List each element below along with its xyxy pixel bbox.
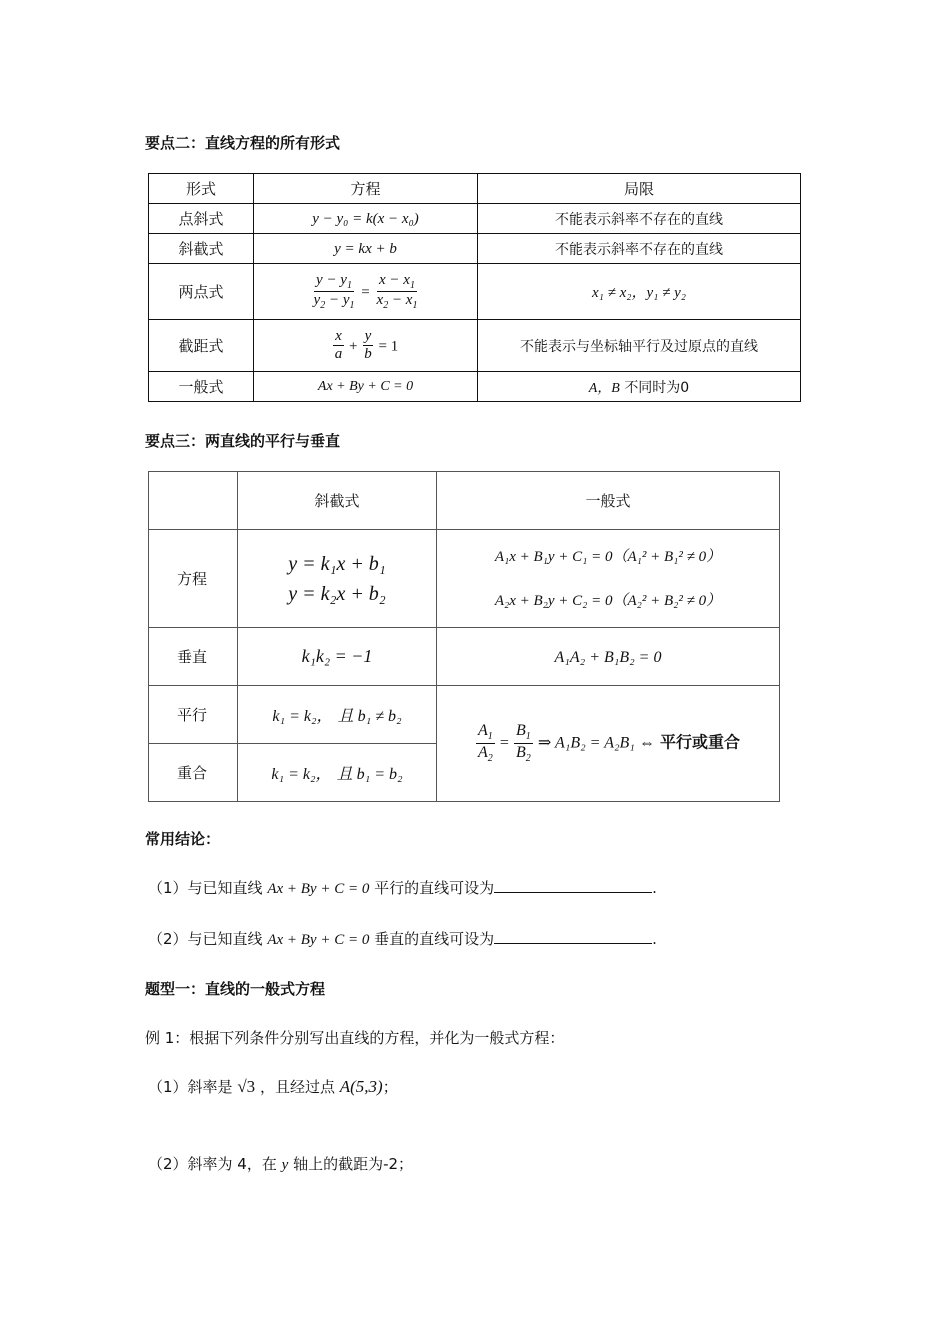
header-form: 形式 [149, 174, 254, 204]
row-form-label: 一般式 [149, 372, 254, 402]
eq-slope-intercept: y = kx + b [334, 241, 397, 257]
row-form-label: 两点式 [149, 264, 254, 320]
row-limit: 不能表示与坐标轴平行及过原点的直线 [478, 320, 801, 372]
header-slope-intercept: 斜截式 [238, 472, 437, 530]
parallel-slope: k₁ = k₂， 且 b₁ ≠ b₂ [238, 686, 437, 744]
section3-heading: 要点三：两直线的平行与垂直 [145, 432, 341, 450]
eq-general: Ax + By + C = 0 [317, 379, 414, 394]
answer-blank-2[interactable] [494, 929, 652, 944]
eq-two-point: $\frac{y - y_1}{y_2 - y_1}$ = $\frac{x - x_1}{x_2 - x_1}$ [254, 264, 478, 320]
eq-line2-general: A₂x + B₂y + C₂ = 0（A₂² + B₂² ≠ 0） [494, 592, 722, 609]
row-label: 平行 [149, 686, 238, 744]
eq-line2-slope: y = k₂x + b₂ [288, 582, 386, 605]
perp-slope: k₁k₂ = −1 [301, 646, 373, 666]
parallel-general: $\frac{A_1}{A_2}$ = $\frac{B_1}{B_2}$ ⇒ A₁B₂ = A₂B₁ ⇔ 平行或重合 [437, 686, 780, 802]
header-empty [149, 472, 238, 530]
coincide-slope: k₁ = k₂， 且 b₁ = b₂ [238, 744, 437, 802]
perp-general: A₁A₂ + B₁B₂ = 0 [554, 648, 662, 666]
conclusion-item-1: （1）与已知直线 Ax + By + C = 0 平行的直线可设为 . [148, 879, 657, 897]
eq-intercept: $\frac{x}{a}$ + $\frac{y}{b}$ = 1 [254, 320, 478, 372]
eq-line1-general: A₁x + B₁y + C₁ = 0（A₁² + B₁² ≠ 0） [494, 548, 722, 565]
row-form-label: 截距式 [149, 320, 254, 372]
question-2: （2）斜率为 4，在 y 轴上的截距为-2； [148, 1155, 414, 1173]
row-label: 方程 [149, 530, 238, 628]
row-form-label: 点斜式 [149, 204, 254, 234]
row-limit: 不能表示斜率不存在的直线 [478, 234, 801, 264]
row-label: 垂直 [149, 628, 238, 686]
header-general: 一般式 [437, 472, 780, 530]
header-equation: 方程 [254, 174, 478, 204]
question-1: （1）斜率是 √3 ，且经过点 A(5,3)； [148, 1077, 398, 1096]
typeone-heading: 题型一：直线的一般式方程 [145, 980, 326, 998]
row-form-label: 斜截式 [149, 234, 254, 264]
parallel-perpendicular-table [148, 471, 780, 802]
row-label: 重合 [149, 744, 238, 802]
eq-point-slope: y − y₀ = k(x − x₀) [312, 211, 419, 227]
section2-heading: 要点二：直线方程的所有形式 [145, 134, 341, 152]
conclusion-item-2: （2）与已知直线 Ax + By + C = 0 垂直的直线可设为 . [148, 930, 657, 948]
line-forms-table [148, 173, 801, 402]
example-1: 例 1：根据下列条件分别写出直线的方程，并化为一般式方程： [145, 1029, 565, 1047]
row-limit: A，B 不同时为0 [478, 372, 801, 402]
conclusions-heading: 常用结论： [145, 830, 221, 848]
answer-blank-1[interactable] [494, 878, 652, 893]
row-limit: 不能表示斜率不存在的直线 [478, 204, 801, 234]
header-limit: 局限 [478, 174, 801, 204]
eq-line1-slope: y = k₁x + b₁ [288, 552, 386, 575]
row-limit: x₁ ≠ x₂，y₁ ≠ y₂ [478, 264, 801, 320]
